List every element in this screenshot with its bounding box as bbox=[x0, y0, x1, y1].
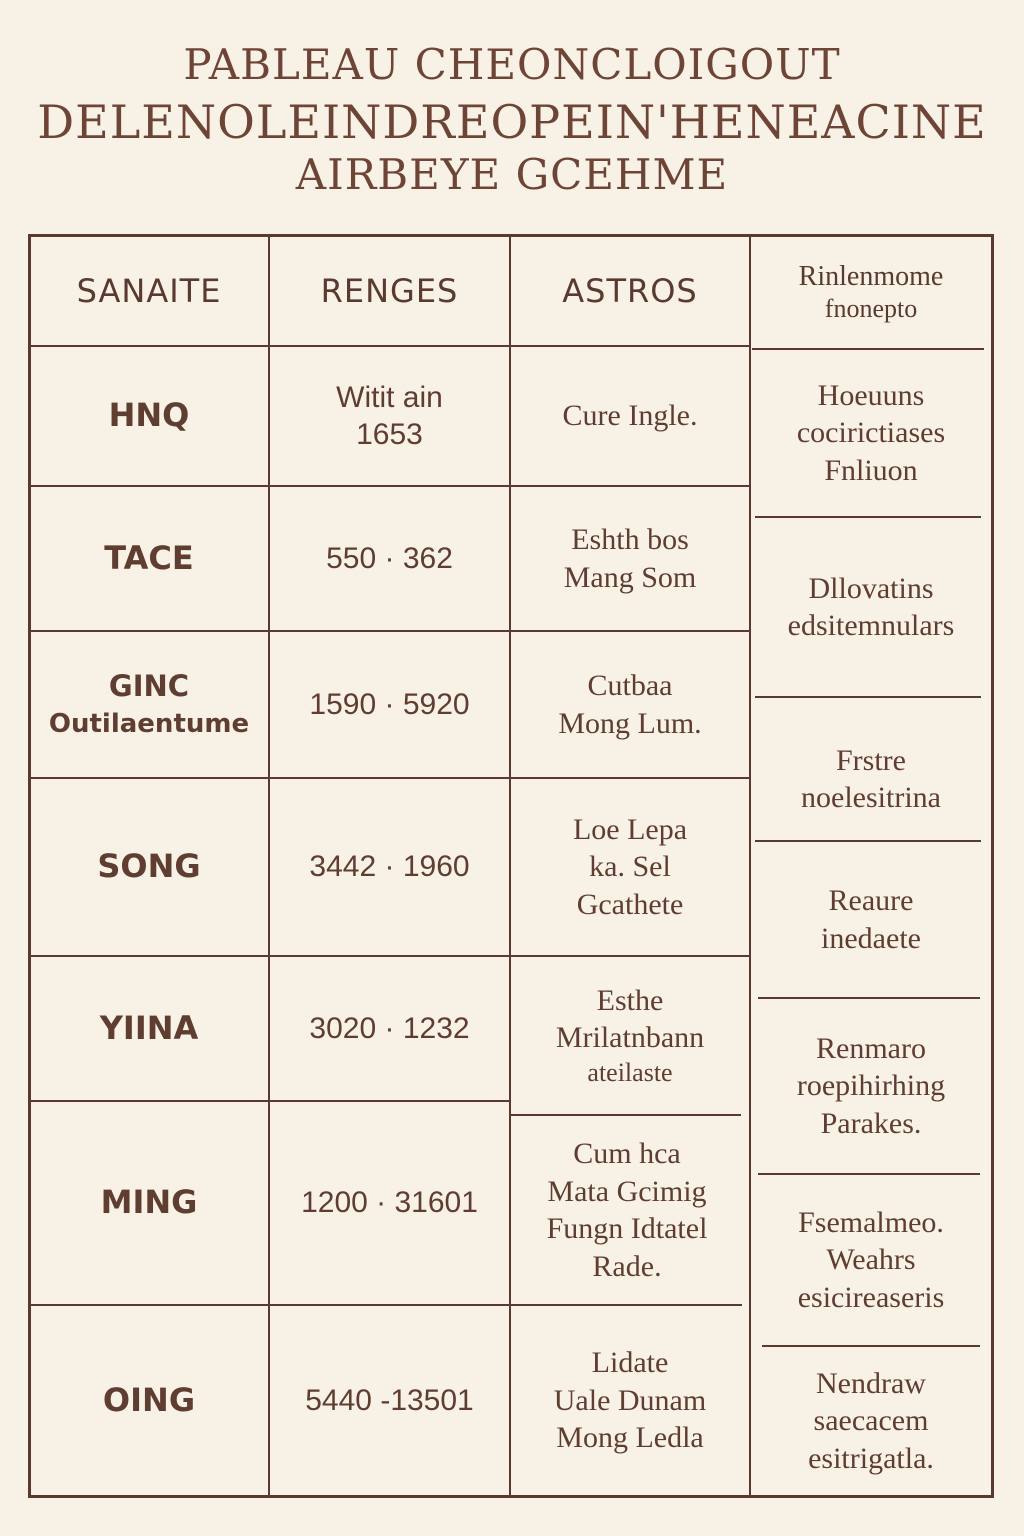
remark-text: noelesitrina bbox=[801, 781, 941, 814]
astro-text: Esthe bbox=[596, 983, 664, 1017]
reign-cell bbox=[270, 1306, 509, 1495]
reign-cell bbox=[270, 347, 509, 485]
astro-cell bbox=[511, 1306, 749, 1495]
dynasty-cell bbox=[30, 487, 268, 630]
astro-text: Lidate bbox=[591, 1346, 669, 1380]
reign-cell bbox=[270, 632, 509, 777]
dynasty-name: OING bbox=[102, 1380, 196, 1419]
remark-text: saecacem bbox=[813, 1404, 929, 1438]
astro-cell bbox=[511, 957, 749, 1114]
remark-text: Frstre bbox=[836, 743, 906, 777]
remark-text: Dllovatins bbox=[808, 571, 934, 605]
reign-text: 3020 · 1232 bbox=[309, 1011, 470, 1045]
reign-text: Witit ain bbox=[336, 380, 443, 414]
astro-text: Mrilatnbann bbox=[555, 1021, 705, 1055]
header-remarks-line: fnonepto bbox=[824, 294, 918, 324]
reign-text: 5440 -13501 bbox=[305, 1383, 474, 1417]
header-dynasty-label: SANAITE bbox=[76, 271, 222, 310]
remark-text: roepihirhing bbox=[796, 1069, 946, 1103]
remark-text: cocirictiases bbox=[796, 416, 946, 450]
reign-text: 1590 · 5920 bbox=[309, 687, 470, 721]
astro-cell bbox=[511, 1116, 743, 1304]
remark-text: Reaure bbox=[828, 884, 914, 917]
dynasty-cell bbox=[30, 957, 268, 1100]
dynasty-cell bbox=[30, 1102, 268, 1304]
remark-cell bbox=[751, 999, 991, 1173]
remark-cell bbox=[751, 350, 991, 516]
remark-text: esicireaseris bbox=[797, 1280, 945, 1314]
dynasty-cell bbox=[30, 347, 268, 485]
reign-cell bbox=[270, 779, 509, 955]
astro-text: Cure Ingle. bbox=[562, 399, 698, 433]
astro-text: Gcathete bbox=[576, 887, 684, 921]
dynasty-name: HNQ bbox=[108, 396, 190, 435]
astro-text: Mong Ledla bbox=[556, 1421, 704, 1455]
remark-text: Hoeuuns bbox=[817, 378, 925, 412]
remark-text: esitrigatla. bbox=[808, 1441, 934, 1475]
remark-cell bbox=[751, 518, 991, 696]
remark-text: Weahrs bbox=[826, 1243, 916, 1277]
header-remarks bbox=[751, 236, 991, 348]
astro-text: Uale Dunam bbox=[553, 1383, 707, 1417]
astro-text: Mong Lum. bbox=[558, 706, 702, 740]
reign-cell bbox=[270, 957, 509, 1100]
astro-cell bbox=[511, 487, 749, 630]
remark-cell bbox=[751, 1175, 991, 1345]
page-title-line-2: DELENOLEINDREOPEIN'HENEACINE bbox=[37, 95, 987, 149]
header-dynasty bbox=[30, 236, 268, 345]
reign-text: 1653 bbox=[356, 418, 423, 451]
dynasty-name: Outilaentume bbox=[48, 708, 250, 739]
remark-cell bbox=[751, 842, 991, 997]
remark-cell bbox=[751, 698, 991, 840]
astro-text: Cutbaa bbox=[587, 669, 673, 702]
astro-text: ateilaste bbox=[587, 1057, 673, 1087]
reign-text: 3442 · 1960 bbox=[309, 850, 470, 884]
reign-text: 550 · 362 bbox=[326, 541, 453, 575]
dynasty-cell bbox=[30, 1306, 268, 1495]
header-remarks-line: Rinlenmome bbox=[798, 260, 944, 292]
remark-cell bbox=[751, 1347, 991, 1495]
astro-text: Mang Som bbox=[563, 560, 697, 594]
astro-text: Loe Lepa bbox=[572, 812, 688, 846]
astro-cell bbox=[511, 779, 749, 955]
reign-cell bbox=[270, 1102, 509, 1304]
dynasty-name: YIINA bbox=[99, 1008, 199, 1047]
reign-text: 1200 · 31601 bbox=[301, 1186, 478, 1220]
remark-text: Fsemalmeo. bbox=[798, 1205, 944, 1239]
dynasty-cell bbox=[30, 632, 268, 777]
reign-cell bbox=[270, 487, 509, 630]
astro-text: Rade. bbox=[592, 1249, 662, 1283]
dynasty-name: MING bbox=[100, 1183, 198, 1222]
astro-text: Eshth bos bbox=[571, 523, 689, 556]
astro-text: ka. Sel bbox=[589, 850, 671, 884]
remark-text: Renmaro bbox=[816, 1031, 926, 1065]
astro-text: Fungn Idtatel bbox=[546, 1212, 708, 1245]
dynasty-name: SONG bbox=[97, 847, 201, 886]
dynasty-cell bbox=[30, 779, 268, 955]
remark-text: Nendraw bbox=[816, 1366, 926, 1400]
remark-text: edsitemnulars bbox=[787, 609, 955, 642]
astro-cell bbox=[511, 632, 749, 777]
astro-text: Cum hca bbox=[573, 1137, 681, 1170]
page-title-line-3: AIRBEYE GCEHME bbox=[295, 150, 729, 199]
header-reigns bbox=[270, 236, 509, 345]
remark-text: Fnliuon bbox=[824, 453, 918, 487]
header-reigns-label: RENGES bbox=[320, 271, 459, 310]
remark-text: inedaete bbox=[821, 921, 921, 955]
page-title-line-1: PABLEAU CHEONCLOIGOUT bbox=[183, 40, 841, 89]
header-astros bbox=[511, 236, 749, 345]
remark-text: Parakes. bbox=[820, 1106, 922, 1140]
dynasty-name: TACE bbox=[104, 538, 194, 577]
astro-text: Mata Gcimig bbox=[547, 1174, 707, 1208]
header-astros-label: ASTROS bbox=[562, 271, 698, 310]
dynasty-name: GINC bbox=[108, 669, 190, 704]
astro-cell bbox=[511, 347, 749, 485]
